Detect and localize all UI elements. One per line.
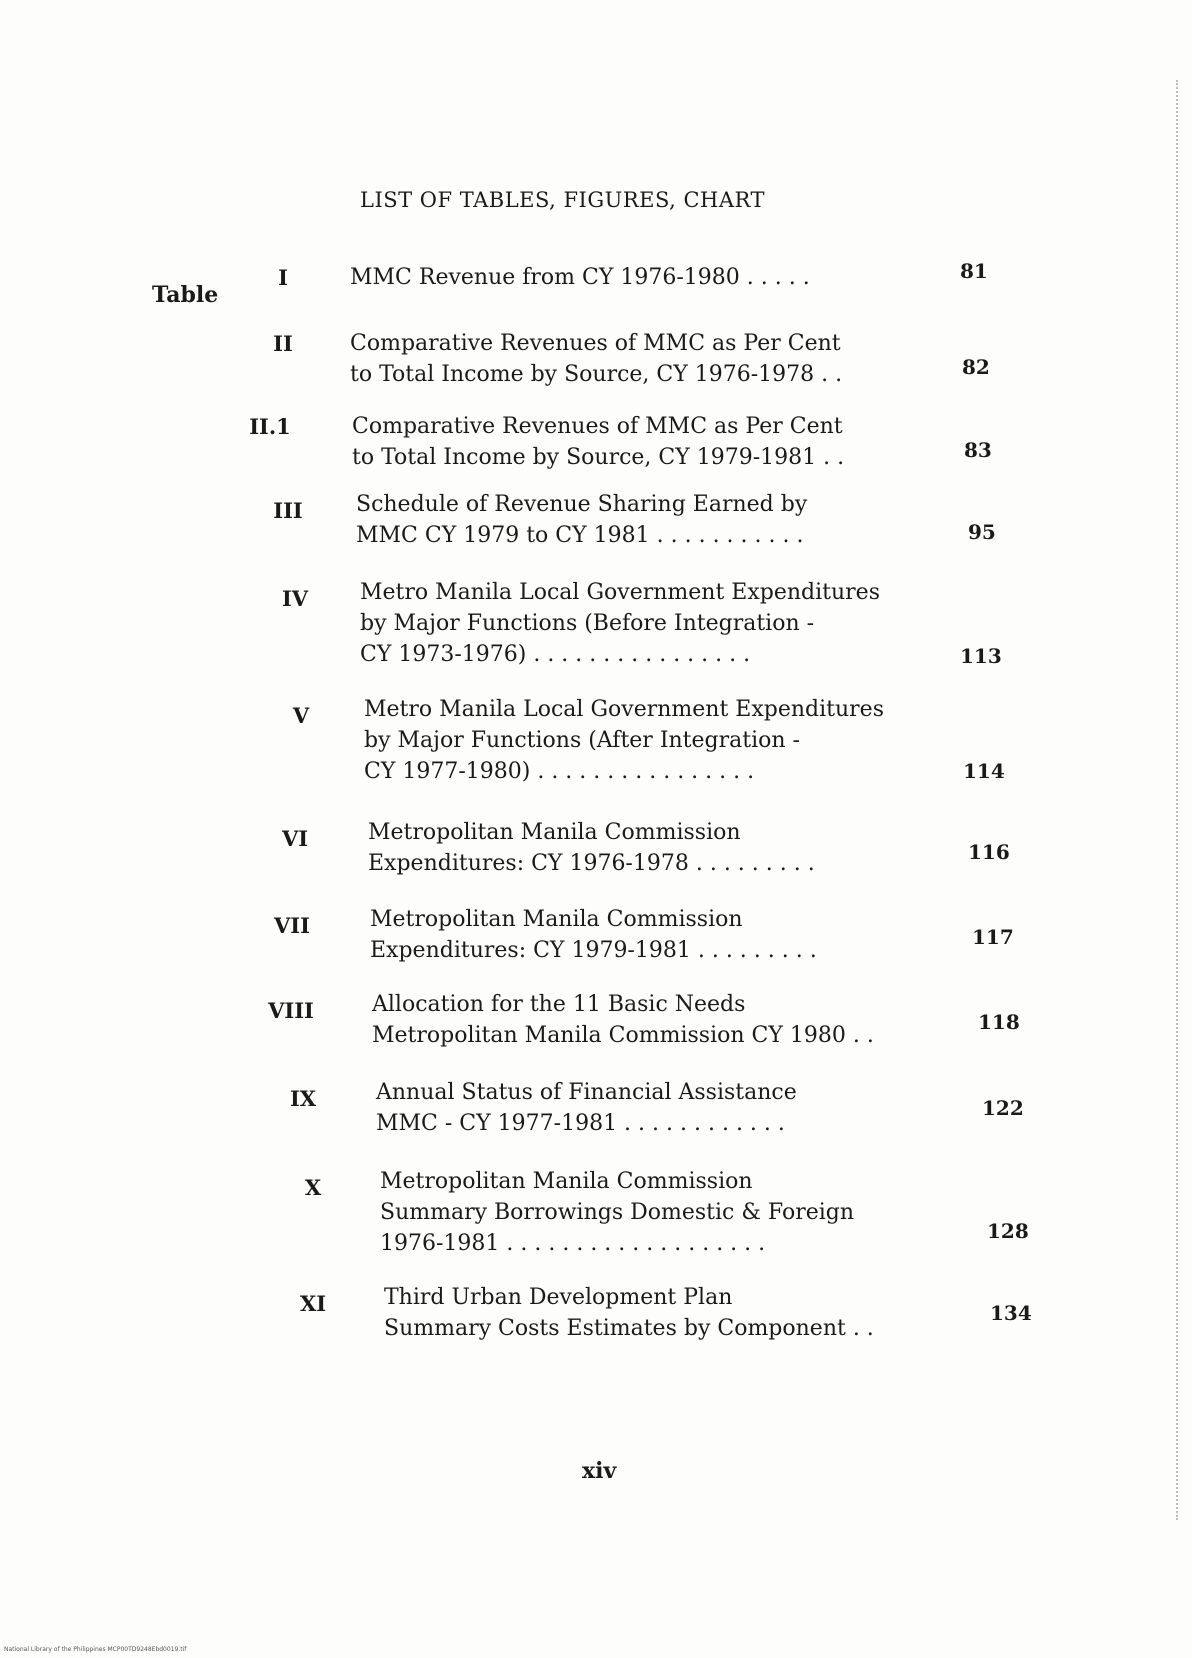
entry-number: I [278, 265, 288, 290]
entry-title-line: Third Urban Development Plan [384, 1285, 733, 1310]
entry-title [368, 817, 815, 879]
entry-title [380, 1166, 854, 1259]
entry-page-number: 128 [987, 1219, 1029, 1243]
entry-number: IV [281, 586, 309, 611]
entry-title-line: Summary Borrowings Domestic & Foreign [380, 1200, 855, 1225]
entry-title [372, 989, 874, 1051]
entry-page-number: 82 [962, 355, 990, 379]
table-column-label: Table [152, 282, 219, 308]
entry-title-line: Annual Status of Financial Assistance [376, 1080, 797, 1105]
entry-title-line: Expenditures: CY 1979-1981 . . . . . . . . . [370, 938, 817, 963]
entry-page-number: 81 [960, 259, 988, 283]
entry-title [370, 904, 817, 966]
scan-edge [1175, 80, 1178, 1520]
entry-page-number: 113 [960, 644, 1002, 668]
entry-number: VII [274, 913, 310, 938]
entry-title [350, 328, 842, 390]
entry-number: X [304, 1175, 322, 1200]
entry-title-line: to Total Income by Source, CY 1979-1981 . . [352, 445, 845, 470]
entry-title [356, 489, 807, 551]
entry-title [384, 1282, 874, 1344]
entry-title-line: by Major Functions (Before Integration - [360, 611, 815, 636]
entry-page-number: 116 [968, 840, 1010, 864]
entry-title-line: 1976-1981 . . . . . . . . . . . . . . . . . . . [380, 1231, 766, 1256]
entry-title-line: Metropolitan Manila Commission [380, 1169, 753, 1194]
entry-number: VI [281, 826, 309, 851]
scan-source-note: National Library of the Philippines MCP00TD9248Ebd0019.tif [4, 1646, 187, 1653]
entry-page-number: 95 [968, 520, 996, 544]
entry-title-line: CY 1977-1980) . . . . . . . . . . . . . . . . [364, 759, 755, 784]
entry-title-line: MMC Revenue from CY 1976-1980 . . . . . [350, 265, 810, 290]
entry-page-number: 117 [972, 925, 1014, 949]
entry-page-number: 83 [964, 438, 992, 462]
entry-title-line: Comparative Revenues of MMC as Per Cent [352, 414, 843, 439]
entry-page-number: 122 [982, 1096, 1024, 1120]
entry-title-line: MMC - CY 1977-1981 . . . . . . . . . . . . [376, 1111, 785, 1136]
footer-page-number: xiv [582, 1458, 617, 1484]
entry-page-number: 134 [990, 1301, 1032, 1325]
entry-title-line: Schedule of Revenue Sharing Earned by [356, 492, 808, 517]
entry-number: III [273, 498, 303, 523]
entry-title-line: by Major Functions (After Integration - [364, 728, 800, 753]
entry-number: II.1 [249, 414, 291, 439]
entry-title-line: Expenditures: CY 1976-1978 . . . . . . . . . [368, 851, 815, 876]
entry-page-number: 118 [978, 1010, 1020, 1034]
entry-page-number: 114 [963, 759, 1005, 783]
entry-title [376, 1077, 797, 1139]
entry-number: VIII [268, 998, 314, 1023]
entry-title [360, 577, 880, 670]
entry-title-line: Metropolitan Manila Commission CY 1980 . . [372, 1023, 874, 1048]
entry-title-line: to Total Income by Source, CY 1976-1978 . . [350, 362, 843, 387]
entry-number: XI [299, 1291, 327, 1316]
entry-title [350, 262, 810, 293]
entry-number: V [292, 703, 310, 728]
entry-title-line: Metropolitan Manila Commission [368, 820, 741, 845]
entry-title [352, 411, 844, 473]
page-title: LIST OF TABLES, FIGURES, CHART [360, 188, 765, 212]
entry-title-line: Metro Manila Local Government Expenditures [360, 580, 880, 605]
entry-title-line: CY 1973-1976) . . . . . . . . . . . . . . . . [360, 642, 751, 667]
entry-title [364, 694, 884, 787]
entry-title-line: Metro Manila Local Government Expenditures [364, 697, 884, 722]
entry-title-line: Allocation for the 11 Basic Needs [372, 992, 746, 1017]
entry-title-line: Metropolitan Manila Commission [370, 907, 743, 932]
entry-number: IX [289, 1086, 317, 1111]
entry-title-line: MMC CY 1979 to CY 1981 . . . . . . . . . . . [356, 523, 804, 548]
entry-number: II [273, 331, 293, 356]
entry-title-line: Comparative Revenues of MMC as Per Cent [350, 331, 841, 356]
entry-title-line: Summary Costs Estimates by Component . . [384, 1316, 874, 1341]
